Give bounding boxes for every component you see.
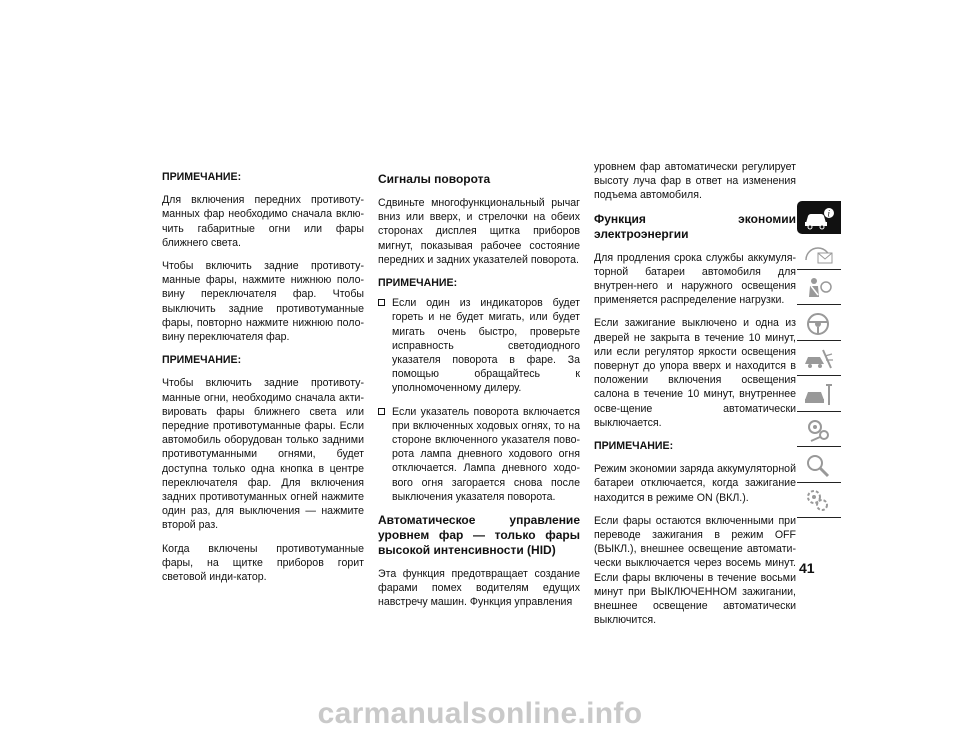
page-number: 41 (799, 560, 815, 576)
note-heading: ПРИМЕЧАНИЕ: (594, 440, 674, 453)
tab-index-gears[interactable] (797, 484, 841, 518)
note-text: Для включения передних противоту-манных фар необходимо сначала вклю-чить габаритные огни или фары ближнего света. (162, 194, 364, 249)
paragraph: Если зажигание выключено и одна из дверей не закрыта в течение 10 минут, или если регулятор яркости освещения повернут до упора вверх и находится в положении включения освещения салона в течение 10 минут, внутреннее осве-щение автоматически выключается. (594, 317, 796, 429)
column-middle (378, 172, 580, 619)
car-service-icon (803, 382, 835, 408)
svg-text:i: i (827, 208, 831, 219)
note-text: Режим экономии заряда аккумуляторной батареи отключается, когда зажигание находится в режиме ON (ВКЛ.). (594, 463, 796, 504)
section-heading: Функция экономии электроэнергии (594, 211, 796, 241)
bullet-item: Если один из индикаторов будет гореть и не будет мигать, или будет мигать очень быстро, проверьте исправность светодиодного указателя поворота в фаре. За помощью обращайтесь к уполномоченному дилеру. (378, 296, 580, 395)
tab-steering-wheel[interactable] (797, 307, 841, 341)
steering-wheel-icon (803, 311, 835, 337)
car-crash-icon (803, 346, 835, 372)
checkbox-bullet-icon (378, 408, 385, 415)
paragraph: Сдвиньте многофункциональный рычаг вниз или вверх, и стрелочки на обеих сторонах дисплея щитка приборов мигнут, показывая рабочее состояние передних и задних указателей поворота. (378, 197, 580, 266)
note-heading: ПРИМЕЧАНИЕ: (378, 277, 458, 290)
paragraph: уровнем фар автоматически регулирует высоту луча фар в ответ на изменения подъема автомобиля. (594, 161, 796, 202)
paragraph: Чтобы включить задние противоту-манные фары, нажмите нижнюю поло-вину переключателя фар. Чтобы выключить задние противотуманные фары, повторно нажмите нижнюю поло-вину переключателя фар. (162, 260, 364, 344)
column-left (162, 170, 364, 593)
paragraph: Если фары остаются включенными при переводе зажигания в режим OFF (ВЫКЛ.), внешнее освещение автомати-чески выключается через восемь минут. Если фары включены в течение восьми минут при ВЫКЛЮЧЕННОМ зажигании, внешнее освещение автоматически выключится. (594, 514, 796, 627)
tab-magnifier[interactable] (797, 449, 841, 483)
magnifier-icon (803, 453, 835, 479)
tools-icon (803, 417, 835, 443)
paragraph: Эта функция предотвращает создание фарами помех водителям едущих навстречу машин. Функция управления (378, 568, 580, 609)
section-heading: Автоматическое управление уровнем фар — только фары высокой интенсивности (HID) (378, 513, 580, 558)
note-text: Чтобы включить задние противоту-манные огни, необходимо сначала акти-вировать фары ближнего света или передние противотуманные фары. Если автомобиль оборудован только задними противотуманными огнями, будет доступна только одна кнопка в центре переключателя фар. Для включения задних противотуманных огней нажмите один раз, для выключения — нажмите второй раз. (162, 377, 364, 532)
tab-seatbelt-airbag[interactable] (797, 271, 841, 305)
note-heading: ПРИМЕЧАНИЕ: (162, 171, 242, 183)
checkbox-bullet-icon (378, 299, 385, 306)
column-right (594, 160, 796, 636)
watermark-text: carmanualsonline.info (317, 697, 643, 730)
index-gears-icon (803, 488, 835, 514)
tab-car-service[interactable] (797, 378, 841, 412)
car-info-icon (803, 205, 835, 231)
chapter-tabs (797, 201, 841, 520)
tab-car-info[interactable] (797, 201, 841, 234)
paragraph: Для продления срока службы аккумуля-торной батареи автомобиля для внутрен-него и наружного освещения применяется распределение нагрузки. (594, 251, 796, 307)
note-heading: ПРИМЕЧАНИЕ: (162, 354, 242, 367)
paragraph: Когда включены противотуманные фары, на щитке приборов горит световой инди-катор. (162, 542, 364, 584)
section-heading: Сигналы поворота (378, 172, 491, 186)
seatbelt-airbag-icon (803, 275, 835, 301)
tab-dashboard-message[interactable] (797, 236, 841, 270)
tab-tools[interactable] (797, 413, 841, 447)
dashboard-message-icon (803, 240, 835, 266)
bullet-item: Если указатель поворота включается при включенных ходовых огнях, то на стороне включенного указателя пово-рота лампа дневного ходового огня отключается. Лампа дневного ходо-вого огня загорается снова после выключения указателя поворота. (378, 405, 580, 504)
tab-car-crash[interactable] (797, 342, 841, 376)
